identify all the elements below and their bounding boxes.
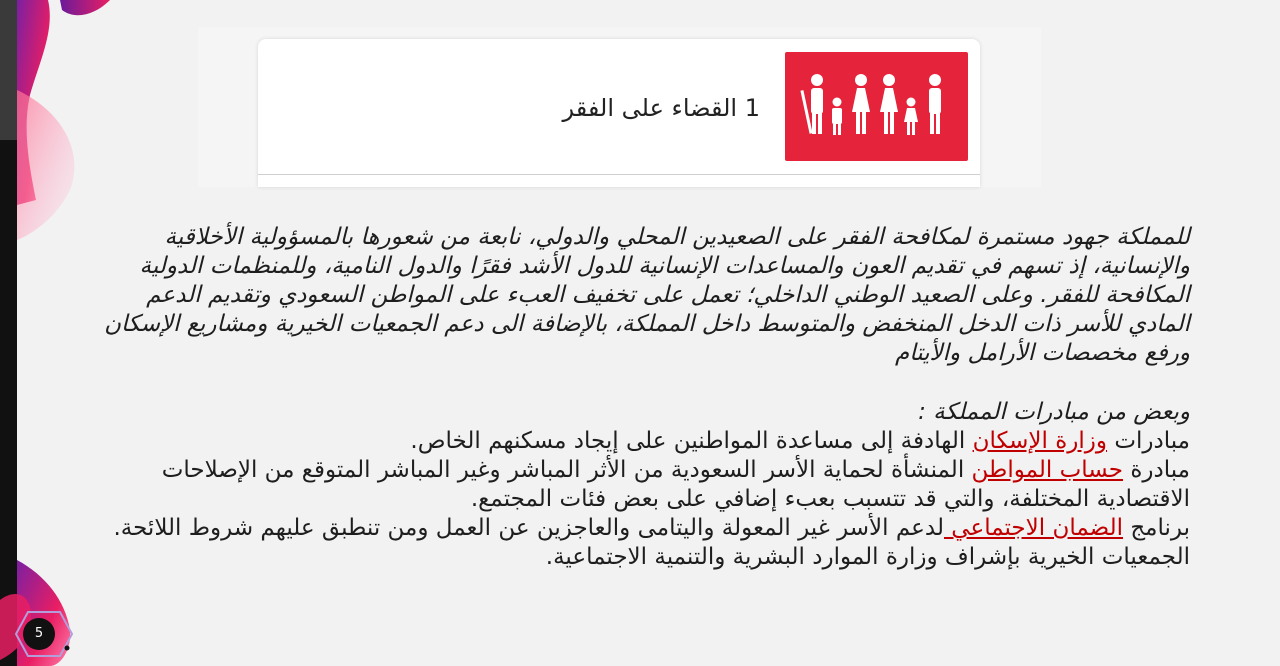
family-icon — [785, 52, 968, 161]
intro-paragraph: للمملكة جهود مستمرة لمكافحة الفقر على الصعيدين المحلي والدولي، نابعة من شعورها بالمسؤولية الأخلاقية والإنسانية، إذ تسهم في تقديم العون والمساعدات الإنسانية للدول الأشد فقرًا والدول النامية، وللمنظمات الدولية المكافحة للفقر. وعلى الصعيد الوطني الداخلي؛ تعمل على تخفيف العبء على المواطن السعودي وتقديم الدعم المادي للأسر ذات الدخل المنخفض والمتوسط داخل المملكة، بالإضافة الى دعم الجمعيات الخيرية ومشاريع الإسكان ورفع مخصصات الأرامل والأيتام — [104, 224, 1190, 366]
sdg-goal-tile — [785, 52, 968, 161]
goal-title: 1 القضاء على الفقر — [562, 94, 760, 122]
initiative-item-social-security — [80, 514, 1190, 543]
item-prefix: مبادرات — [1107, 428, 1190, 454]
card-divider — [258, 174, 980, 175]
item-text: لدعم الأسر غير المعولة واليتامى والعاجزين عن العمل ومن تنطبق عليهم شروط اللائحة. — [113, 515, 944, 541]
initiative-item-citizen-account — [80, 456, 1190, 514]
item-text: الهادفة إلى مساعدة المواطنين على إيجاد مسكنهم الخاص. — [410, 428, 973, 454]
slide-number: 5 — [23, 618, 55, 650]
initiatives-heading: وبعض من مبادرات المملكة : — [918, 399, 1190, 425]
initiatives-block — [80, 398, 1190, 572]
citizen-account-link[interactable]: حساب المواطن — [971, 457, 1124, 483]
item-prefix: برنامج — [1123, 515, 1190, 541]
initiative-item-housing — [80, 427, 1190, 456]
item-text: المنشأة لحماية الأسر السعودية من الأثر المباشر وغير المباشر المتوقع من الإصلاحات الاقتصادية المختلفة، والتي قد تتسبب بعبء إضافي على بعض فئات المجتمع. — [161, 457, 1190, 512]
social-security-link[interactable]: الضمان الاجتماعي — [943, 515, 1124, 541]
item-prefix: مبادرة — [1123, 457, 1190, 483]
initiative-item-charities: الجمعيات الخيرية بإشراف وزارة الموارد البشرية والتنمية الاجتماعية. — [545, 544, 1190, 570]
housing-ministry-link[interactable]: وزارة الإسكان — [972, 428, 1108, 454]
